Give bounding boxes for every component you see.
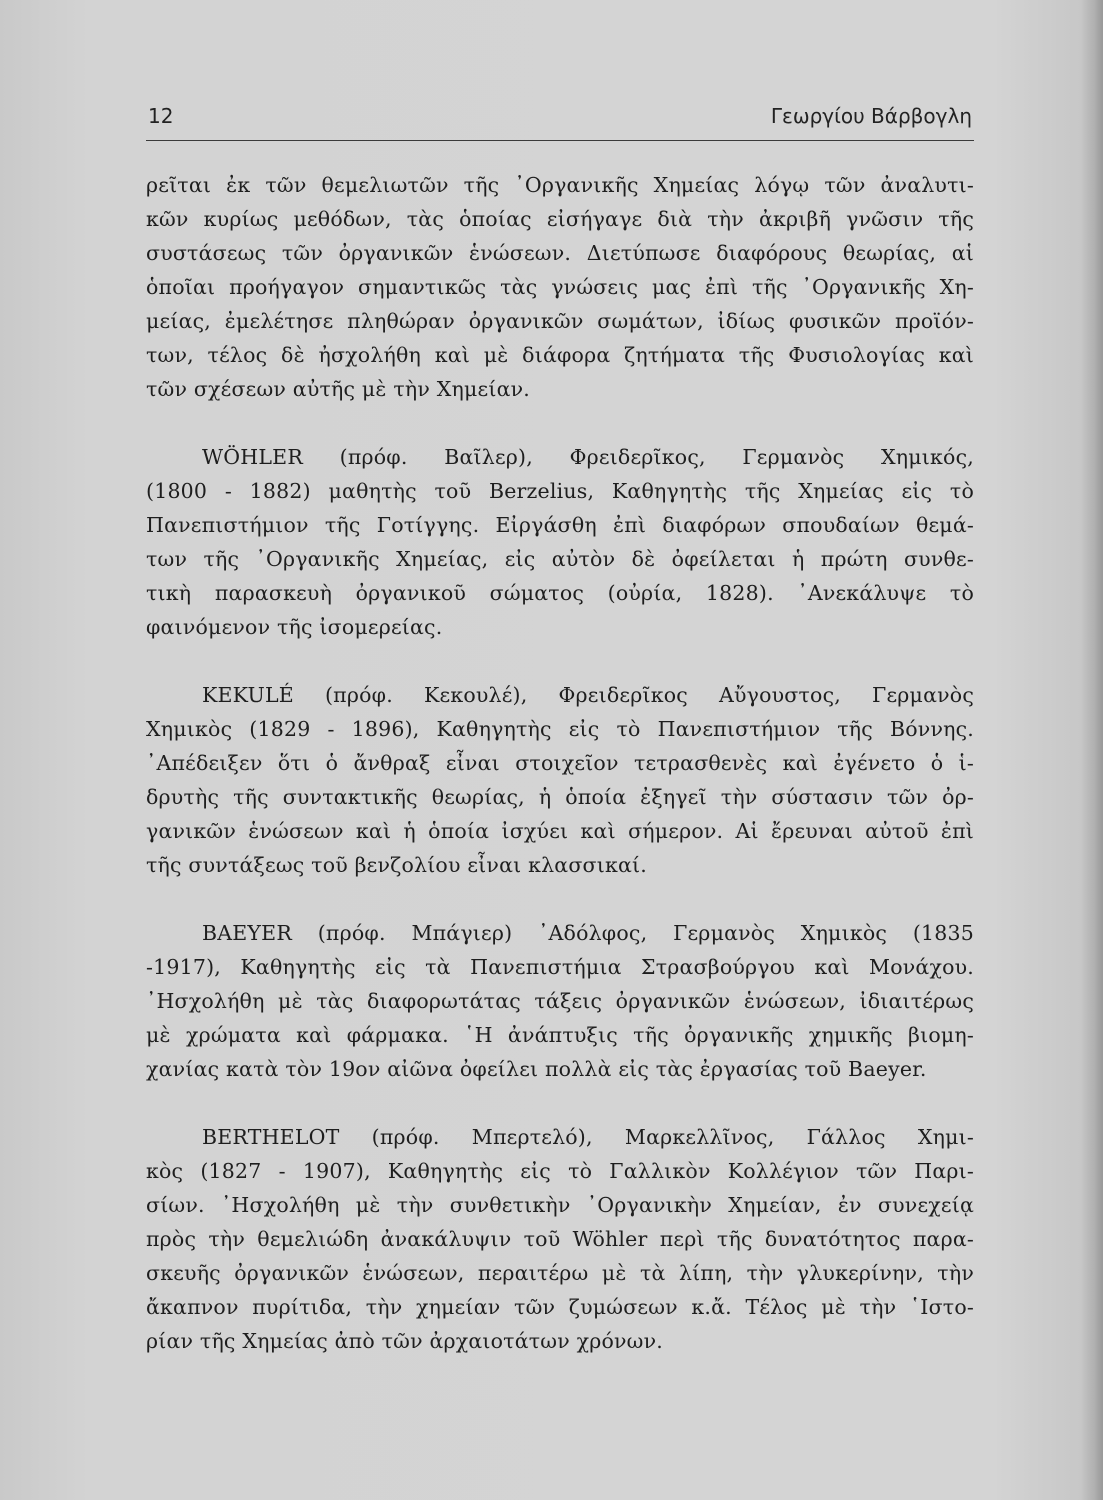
- text-line: συστάσεως τῶν ὀργανικῶν ἑνώσεων. Διετύπωσε διαφόρους θεωρίας, αἱ: [146, 241, 974, 265]
- page-number: 12: [148, 104, 174, 128]
- text-line: τικὴ παρασκευὴ ὀργανικοῦ σώματος (οὐρία, 1828). ᾿Ανεκάλυψε τὸ: [146, 581, 974, 605]
- text-line: σκευῆς ὀργανικῶν ἑνώσεων, περαιτέρω μὲ τὰ λίπη, τὴν γλυκερίνην, τὴν: [146, 1261, 974, 1285]
- text-line: KEKULÉ (πρόφ. Κεκουλέ), Φρειδερῖκος Αὔγουστος, Γερμανὸς: [202, 683, 974, 707]
- page-edge-shadow: [1081, 0, 1103, 1500]
- paragraph-baeyer: [146, 916, 974, 1086]
- text-line: Πανεπιστήμιον τῆς Γοτίγγης. Εἰργάσθη ἐπὶ διαφόρων σπουδαίων θεμά-: [146, 513, 974, 537]
- text-line: πρὸς τὴν θεμελιώδη ἀνακάλυψιν τοῦ Wöhler περὶ τῆς δυνατότητος παρα-: [146, 1227, 974, 1251]
- paragraph-kekule: [146, 678, 974, 882]
- text-line: τῶν σχέσεων αὐτῆς μὲ τὴν Χημείαν.: [146, 377, 531, 401]
- text-line: χανίας κατὰ τὸν 19ον αἰῶνα ὀφείλει πολλὰ εἰς τὰς ἐργασίας τοῦ Baeyer.: [146, 1057, 927, 1081]
- text-line: ρίαν τῆς Χημείας ἀπὸ τῶν ἀρχαιοτάτων χρόνων.: [146, 1329, 663, 1353]
- text-line: των τῆς ᾿Οργανικῆς Χημείας, εἰς αὐτὸν δὲ ὀφείλεται ἡ πρώτη συνθε-: [146, 547, 974, 571]
- body-text: [146, 168, 974, 1392]
- text-line: σίων. ᾿Ησχολήθη μὲ τὴν συνθετικὴν ᾿Οργανικὴν Χημείαν, ἐν συνεχείᾳ: [146, 1193, 974, 1217]
- text-line: ᾿Ησχολήθη μὲ τὰς διαφορωτάτας τάξεις ὀργανικῶν ἑνώσεων, ἰδιαιτέρως: [146, 989, 974, 1013]
- text-line: των, τέλος δὲ ἠσχολήθη καὶ μὲ διάφορα ζητήματα τῆς Φυσιολογίας καὶ: [146, 343, 974, 367]
- text-line: ὁποῖαι προήγαγον σημαντικῶς τὰς γνώσεις μας ἐπὶ τῆς ᾿Οργανικῆς Χη-: [146, 275, 974, 299]
- text-line: κῶν κυρίως μεθόδων, τὰς ὁποίας εἰσήγαγε διὰ τὴν ἀκριβῆ γνῶσιν τῆς: [146, 207, 974, 231]
- text-line: μὲ χρώματα καὶ φάρμακα. ῾Η ἀνάπτυξις τῆς ὀργανικῆς χημικῆς βιομη-: [146, 1023, 974, 1047]
- paragraph-continuation: [146, 168, 974, 406]
- page-header: [146, 100, 974, 141]
- text-line: BAEYER (πρόφ. Μπάγιερ) ᾿Αδόλφος, Γερμανὸς Χημικὸς (1835: [202, 921, 974, 945]
- text-line: (1800 - 1882) μαθητὴς τοῦ Berzelius, Καθηγητὴς τῆς Χημείας εἰς τὸ: [146, 479, 974, 503]
- text-line: δρυτὴς τῆς συντακτικῆς θεωρίας, ἡ ὁποία ἐξηγεῖ τὴν σύστασιν τῶν ὀρ-: [146, 785, 974, 809]
- text-line: ρεῖται ἐκ τῶν θεμελιωτῶν τῆς ᾿Οργανικῆς Χημείας λόγῳ τῶν ἀναλυτι-: [146, 173, 974, 197]
- text-line: Χημικὸς (1829 - 1896), Καθηγητὴς εἰς τὸ Πανεπιστήμιον τῆς Βόννης.: [146, 717, 974, 741]
- running-head: Γεωργίου Βάρβογλη: [770, 104, 972, 128]
- text-line: κὸς (1827 - 1907), Καθηγητὴς εἰς τὸ Γαλλικὸν Κολλέγιον τῶν Παρι-: [146, 1159, 974, 1183]
- text-line: BERTHELOT (πρόφ. Μπερτελό), Μαρκελλῖνος, Γάλλος Χημι-: [202, 1125, 974, 1149]
- text-line: WÖHLER (πρόφ. Βαῖλερ), Φρειδερῖκος, Γερμανὸς Χημικός,: [202, 445, 974, 469]
- text-line: μείας, ἐμελέτησε πληθώραν ὀργανικῶν σωμάτων, ἰδίως φυσικῶν προϊόν-: [146, 309, 974, 333]
- text-line: ᾿Απέδειξεν ὅτι ὁ ἄνθραξ εἶναι στοιχεῖον τετρασθενὲς καὶ ἐγένετο ὁ ἱ-: [146, 751, 974, 775]
- paragraph-wohler: [146, 440, 974, 644]
- text-line: γανικῶν ἑνώσεων καὶ ἡ ὁποία ἰσχύει καὶ σήμερον. Αἱ ἔρευναι αὐτοῦ ἐπὶ: [146, 819, 974, 843]
- paragraph-berthelot: [146, 1120, 974, 1358]
- text-line: τῆς συντάξεως τοῦ βενζολίου εἶναι κλασσικαί.: [146, 853, 647, 877]
- text-line: φαινόμενον τῆς ἰσομερείας.: [146, 615, 443, 639]
- text-line: -1917), Καθηγητὴς εἰς τὰ Πανεπιστήμια Στρασβούργου καὶ Μονάχου.: [146, 955, 974, 979]
- text-line: ἄκαπνον πυρίτιδα, τὴν χημείαν τῶν ζυμώσεων κ.ἄ. Τέλος μὲ τὴν ῾Ιστο-: [146, 1295, 974, 1319]
